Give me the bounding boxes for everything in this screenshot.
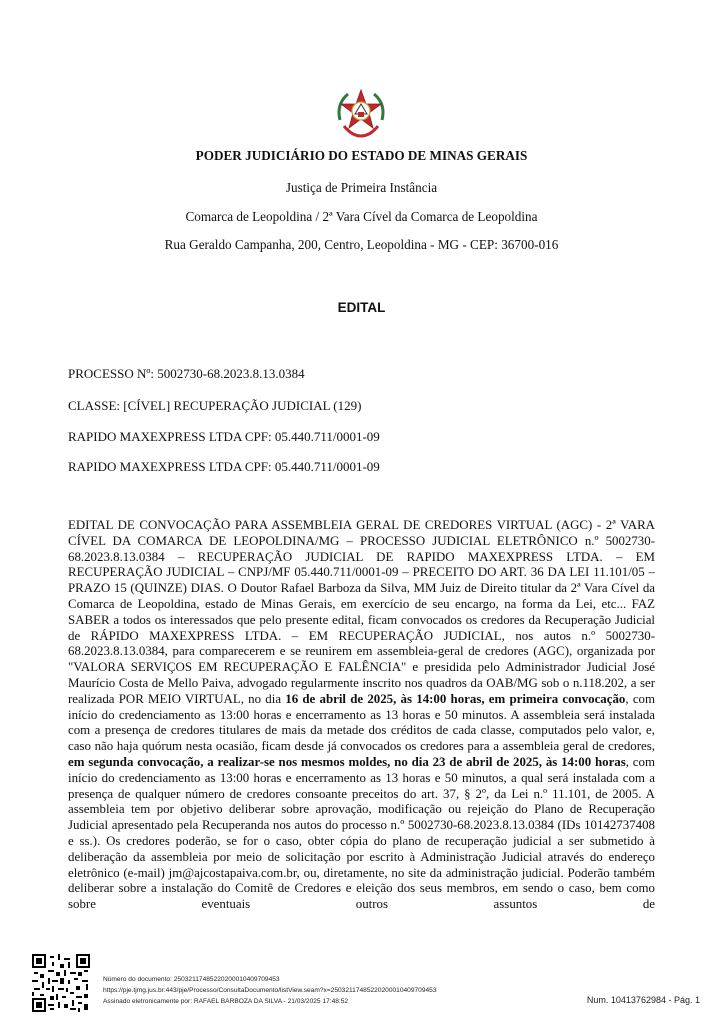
body-text-segment: , com início do credenciamento as 13:00 horas e encerramento as 13 horas e 50 minutos, a qual será instalada com a presença de qualquer número de credores consoante preceitos do art. 37, § 2º, da Lei n.º 11.101, de 2005. A assembleia tem por objetivo deliberar sobre aprovação, modificação ou rejeição do Plano de Recuperação Judicial apresentado pela Recuperanda nos autos do processo n.º 5002730-68.2023.8.13.0384 (IDs 10142737408 e ss.). Os credores poderão, se for o caso, obter cópia do plano de recuperação judicial a ser submetido à deliberação da assembleia por meio de solicitação por escrito à Administração Judicial através do endereço eletrônico (e-mail) jm@ajcostapaiva.com.br, ou, diretamente, no site da administração judicial. Poderão também deliberar sobre a instalação do Comitê de Credores e eleição dos seus membros, em sendo o caso, bem como sobre eventuais outros assuntos de: [68, 754, 655, 912]
page-number: Num. 10413762984 - Pág. 1: [586, 995, 700, 1005]
body-text-segment: EDITAL DE CONVOCAÇÃO PARA ASSEMBLEIA GERAL DE CREDORES VIRTUAL (AGC) - 2ª VARA CÍVEL DA COMARCA DE LEOPOLDINA/MG – PROCESSO JUDICIAL ELETRÔNICO n.º 5002730-68.2023.8.13.0384 – RECUPERAÇÃO JUDICIAL DE RAPIDO MAXEXPRESS LTDA. – EM RECUPERAÇÃO JUDICIAL – CNPJ/MF 05.440.711/0001-09 – PRECEITO DO ART. 36 DA LEI 11.101/05 – PRAZO 15 (QUINZE) DIAS. O Doutor Rafael Barboza da Silva, MM Juiz de Direito titular da 2ª Vara Cível da Comarca de Leopoldina, estado de Minas Gerais, em exercício de seu encargo, na forma da Lei, etc... FAZ SABER a todos os interessados que pelo presente edital, ficam convocados os credores da Recuperação Judicial de RÁPIDO MAXEXPRESS LTDA. – EM RECUPERAÇÃO JUDICIAL, nos autos n.º 5002730-68.2023.8.13.0384, para comparecerem e se reunirem em assembleia-geral de credores (AGC), organizada por "VALORA SERVIÇOS EM RECUPERAÇÃO E FALÊNCIA" e presidida pelo Administrador Judicial José Maurício Costa de Mello Paiva, advogado regularmente inscrito nos quadros da OAB/MG sob o n.118.202, a ser realizada POR MEIO VIRTUAL, no dia: [68, 518, 655, 706]
state-emblem-icon: [332, 86, 390, 140]
court-address: Rua Geraldo Campanha, 200, Centro, Leopoldina - MG - CEP: 36700-016: [164, 237, 559, 252]
court-title: PODER JUDICIÁRIO DO ESTADO DE MINAS GERAIS: [195, 148, 528, 163]
signature-line: Assinado eletronicamente por: RAFAEL BARBOZA DA SILVA - 21/03/2025 17:48:52: [103, 998, 349, 1005]
document-title: EDITAL: [337, 300, 386, 315]
document-url[interactable]: https://pje.tjmg.jus.br:443/pje/Processo/ConsultaDocumento/listView.seam?x=25032117485220200010409709453: [103, 987, 437, 994]
party-line: RAPIDO MAXEXPRESS LTDA CPF: 05.440.711/0001-09: [68, 429, 380, 444]
process-number: PROCESSO Nº: 5002730-68.2023.8.13.0384: [68, 366, 305, 381]
qr-code-icon: [32, 954, 90, 1012]
document-number: Número do documento: 25032117485220200010409709453: [103, 976, 280, 983]
edital-body: [68, 518, 655, 913]
court-comarca: Comarca de Leopoldina / 2ª Vara Cível da Comarca de Leopoldina: [185, 209, 538, 224]
first-convocation-date: 16 de abril de 2025, às 14:00 horas, em primeira convocação: [285, 691, 626, 706]
process-class: CLASSE: [CÍVEL] RECUPERAÇÃO JUDICIAL (129): [68, 398, 362, 413]
party-line: RAPIDO MAXEXPRESS LTDA CPF: 05.440.711/0001-09: [68, 459, 380, 474]
second-convocation-date: em segunda convocação, a realizar-se nos mesmos moldes, no dia 23 de abril de 2025, às 14:00 horas: [68, 754, 626, 769]
footer-signature-block: [103, 974, 437, 1007]
court-instance: Justiça de Primeira Instância: [285, 180, 438, 195]
body-text-segment: , com início do credenciamento as 13:00 horas e encerramento as 13 horas e 50 minutos. A assembleia será instalada com a presença de credores titulares de mais da metade dos créditos de cada classe, computados pelo valor, e, caso não haja quórum nesta ocasião, ficam desde já convocados os credores para a assembleia geral de credores,: [68, 691, 656, 754]
